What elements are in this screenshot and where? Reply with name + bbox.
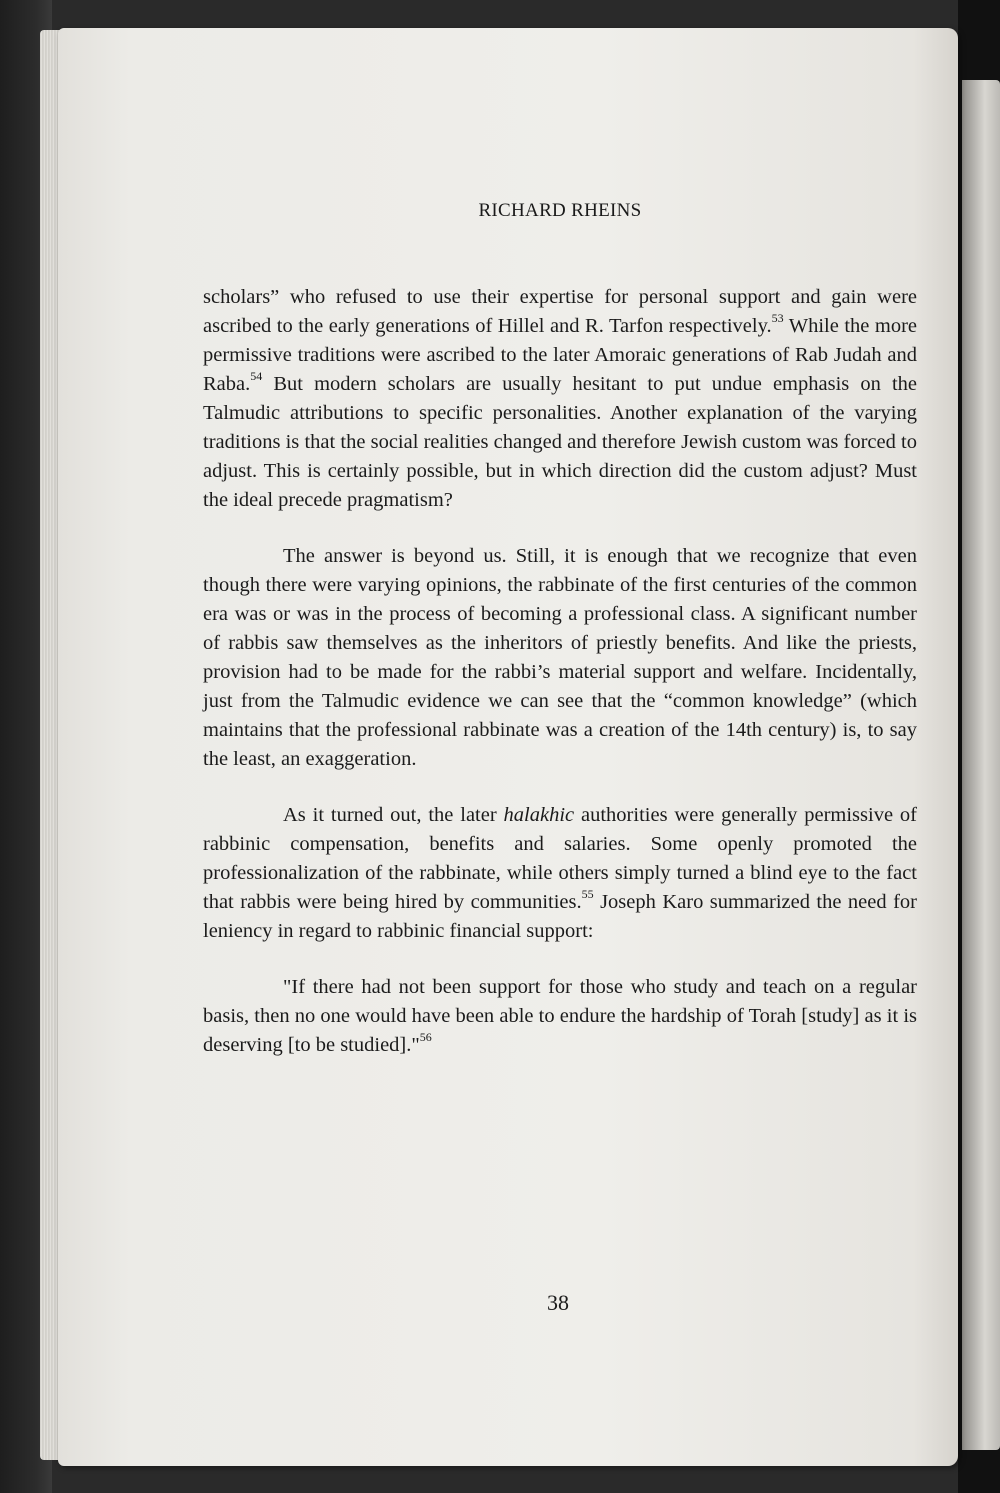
paragraph-1 <box>203 283 917 515</box>
footnote-ref-53: 53 <box>771 311 784 326</box>
paragraph-1-text-a: scholars” who refused to use their expertise for personal support and gain were ascribed to the early generations of Hillel and R. Tarfon respectively. <box>203 286 917 337</box>
paragraph-1-text-c: But modern scholars are usually hesitant to put undue emphasis on the Talmudic attributions to specific personalities. Another explanation of the varying traditions is that the social realities changed and therefore Jewish custom was forced to adjust. This is certainly possible, but in which direction did the custom adjust? Must the ideal precede pragmatism? <box>203 373 917 511</box>
paragraph-3 <box>203 801 917 946</box>
page-number <box>0 1290 1000 1316</box>
running-head-text: RICHARD RHEINS <box>478 200 642 221</box>
paragraph-3-text-c: Joseph Karo summarized the need for leniency in regard to rabbinic financial support: <box>203 891 917 942</box>
footnote-ref-56: 56 <box>419 1030 432 1045</box>
block-quote-text: "If there had not been support for those who study and teach on a regular basis, then no one would have been able to endure the hardship of Torah [study] as it is deserving [to be studied]." <box>203 976 917 1056</box>
paragraph-2: The answer is beyond us. Still, it is enough that we recognize that even though there were varying opinions, the rabbinate of the first centuries of the common era was or was in the process of becoming a professional class. A significant number of rabbis saw themselves as the inheritors of priestly benefits. And like the priests, provision had to be made for the rabbi’s material support and welfare. Incidentally, just from the Talmudic evidence we can see that the “common knowledge” (which maintains that the professional rabbinate was a creation of the 14th century) is, to say the least, an exaggeration. <box>203 545 917 770</box>
footnote-ref-54: 54 <box>250 369 263 384</box>
paragraph-3-italic-term: halakhic <box>503 804 575 826</box>
paragraph-3-text-b: authorities were generally permissive of rabbinic compensation, benefits and salaries. Some openly promoted the professionalization of the rabbinate, while others simply turned a blind eye to the fact that rabbis were being hired by communities. <box>203 804 918 913</box>
paragraph-3-text-a: As it turned out, the later <box>283 804 504 826</box>
block-quote <box>203 973 917 1060</box>
footnote-ref-55: 55 <box>581 887 594 902</box>
body-text <box>203 283 917 1060</box>
facing-page-edge <box>962 80 1000 1450</box>
page-number-text: 38 <box>547 1290 569 1315</box>
running-head <box>0 200 1000 222</box>
paragraph-1-text-b: While the more permissive traditions were ascribed to the later Amoraic generations of Rab Judah and Raba. <box>203 315 917 395</box>
